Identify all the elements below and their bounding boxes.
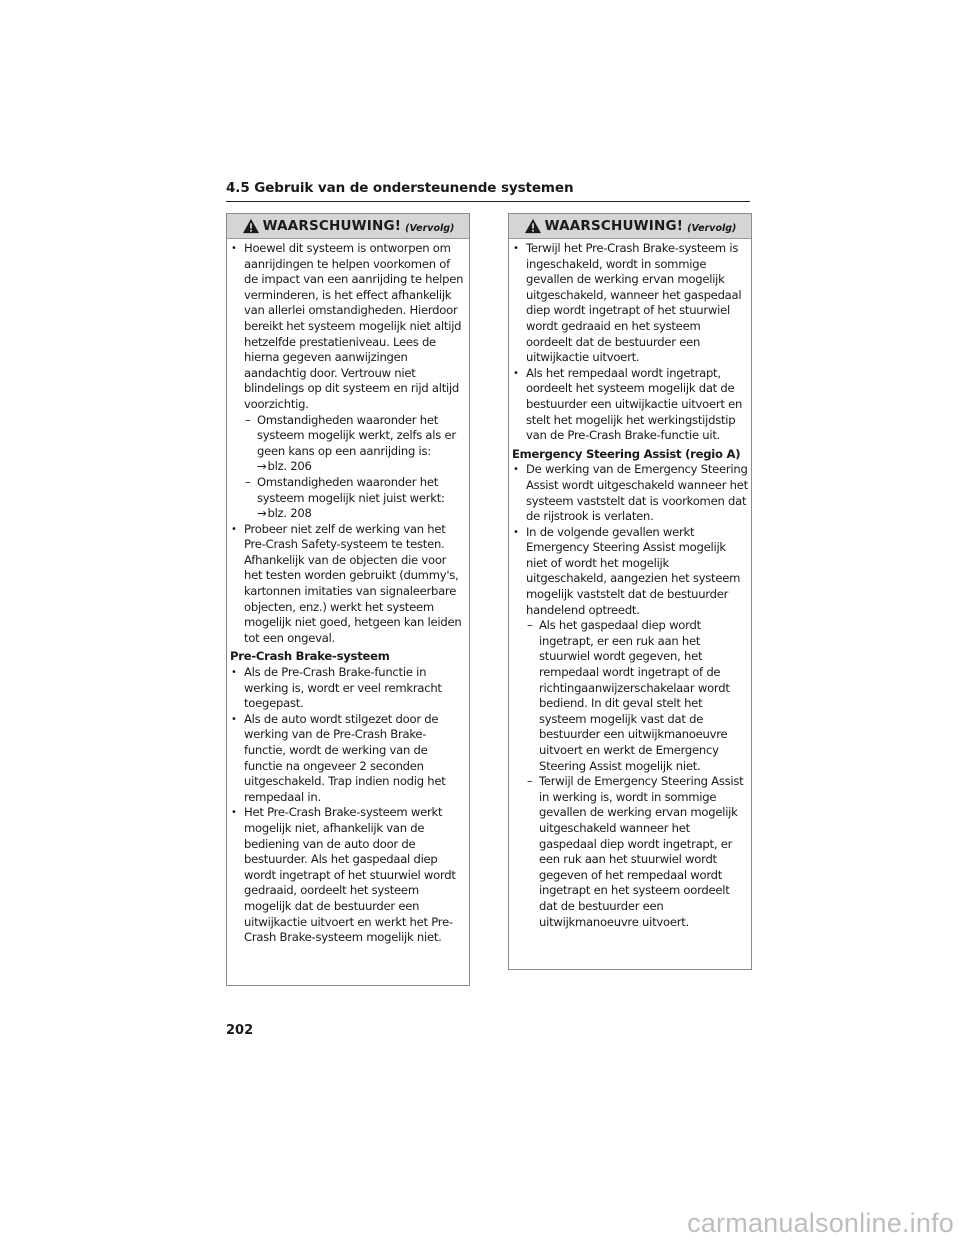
dash-item: – Terwijl de Emergency Steering Assist in werking is, wordt in sommige gevallen de werking ervan mogelijk uitgeschakeld wanneer het gaspedaal diep wordt ingetrapt, er een ruk aan het stuurwiel wordt gegeven of het rempedaal wordt ingetrapt en het systeem oordeelt dat de bestuurder een uitwijkmanoeuvre uitvoert. <box>512 774 748 930</box>
warning-subtitle: (Vervolg) <box>405 222 455 234</box>
warning-box-left <box>226 213 470 986</box>
warning-content <box>227 239 469 946</box>
warning-icon <box>524 218 542 234</box>
page-number: 202 <box>226 1023 254 1038</box>
bullet-item: • Als het rempedaal wordt ingetrapt, oordeelt het systeem mogelijk dat de bestuurder een uitwijkactie uitvoert en stelt het mogelijk het werkingstijdstip van de Pre-Crash Brake-functie uit. <box>512 366 748 444</box>
warning-box-title-bar <box>227 214 469 239</box>
warning-icon <box>242 218 260 234</box>
page-reference-link[interactable]: blz. 206 <box>267 459 312 474</box>
bullet-item: • Hoewel dit systeem is ontworpen om aanrijdingen te helpen voorkomen of de impact van een aanrijding te helpen verminderen, is het effect afhankelijk van allerlei omstandigheden. Hierdoor bereikt het systeem mogelijk niet altijd hetzelfde prestatieniveau. Lees de hierna gegeven aanwijzingen aandachtig door. Vertrouw niet blindelings op dit systeem en rijd altijd voorzichtig. <box>230 241 466 413</box>
dash-item: – Als het gaspedaal diep wordt ingetrapt, er een ruk aan het stuurwiel wordt gegeven, het rempedaal wordt ingetrapt of de richtingaanwijzerschakelaar wordt bediend. In dit geval stelt het systeem mogelijk vast dat de bestuurder een uitwijkmanoeuvre uitvoert en werkt de Emergency Steering Assist mogelijk niet. <box>512 618 748 774</box>
bullet-item: • Terwijl het Pre-Crash Brake-systeem is ingeschakeld, wordt in sommige gevallen de werking ervan mogelijk uitgeschakeld, wanneer het gaspedaal diep wordt ingetrapt of het stuurwiel wordt gedraaid en het systeem oordeelt dat de bestuurder een uitwijkactie uitvoert. <box>512 241 748 366</box>
arrow-icon: → <box>257 459 267 474</box>
dash-item <box>230 413 466 475</box>
bullet-item: • In de volgende gevallen werkt Emergency Steering Assist mogelijk niet of wordt het mogelijk uitgeschakeld, aangezien het systeem mogelijk vaststelt dat de bestuurder handelend optreedt. <box>512 525 748 619</box>
warning-subtitle: (Vervolg) <box>687 222 737 234</box>
watermark: carmanualsonline.info <box>687 1208 954 1238</box>
warning-box-right <box>508 213 752 970</box>
warning-title: WAARSCHUWING! <box>262 218 402 234</box>
bullet-item: • Als de Pre-Crash Brake-functie in werking is, wordt er veel remkracht toegepast. <box>230 665 466 712</box>
bullet-item: • Probeer niet zelf de werking van het Pre-Crash Safety-systeem te testen. Afhankelijk van de objecten die voor het testen worden gebruikt (dummy's, kartonnen imitaties van signaleerbare objecten, enz.) werkt het systeem mogelijk niet goed, hetgeen kan leiden tot een ongeval. <box>230 522 466 647</box>
warning-title: WAARSCHUWING! <box>544 218 684 234</box>
bullet-item: • Als de auto wordt stilgezet door de werking van de Pre-Crash Brake-functie, wordt de werking van de functie na ongeveer 2 seconden uitgeschakeld. Trap indien nodig het rempedaal in. <box>230 712 466 806</box>
dash-text: Omstandigheden waaronder het systeem mogelijk werkt, zelfs als er geen kans op een aanrijding is: <box>257 412 456 458</box>
dash-item <box>230 475 466 522</box>
arrow-icon: → <box>257 506 267 521</box>
bullet-item: • De werking van de Emergency Steering Assist wordt uitgeschakeld wanneer het systeem vaststelt dat is voorkomen dat de rijstrook is verlaten. <box>512 462 748 524</box>
warning-box-title-bar <box>509 214 751 239</box>
section-header: 4.5 Gebruik van de ondersteunende systemen <box>226 179 750 202</box>
warning-content <box>509 239 751 930</box>
page-reference-link[interactable]: blz. 208 <box>267 506 312 521</box>
subsection-heading: Emergency Steering Assist (regio A) <box>512 446 741 461</box>
dash-text: Omstandigheden waaronder het systeem mogelijk niet juist werkt: <box>257 474 445 505</box>
subsection-heading: Pre-Crash Brake-systeem <box>230 649 390 664</box>
bullet-item: • Het Pre-Crash Brake-systeem werkt mogelijk niet, afhankelijk van de bediening van de auto door de bestuurder. Als het gaspedaal diep wordt ingetrapt of het stuurwiel wordt gedraaid, oordeelt het systeem mogelijk dat de bestuurder een uitwijkactie uitvoert en werkt het Pre-Crash Brake-systeem mogelijk niet. <box>230 805 466 945</box>
